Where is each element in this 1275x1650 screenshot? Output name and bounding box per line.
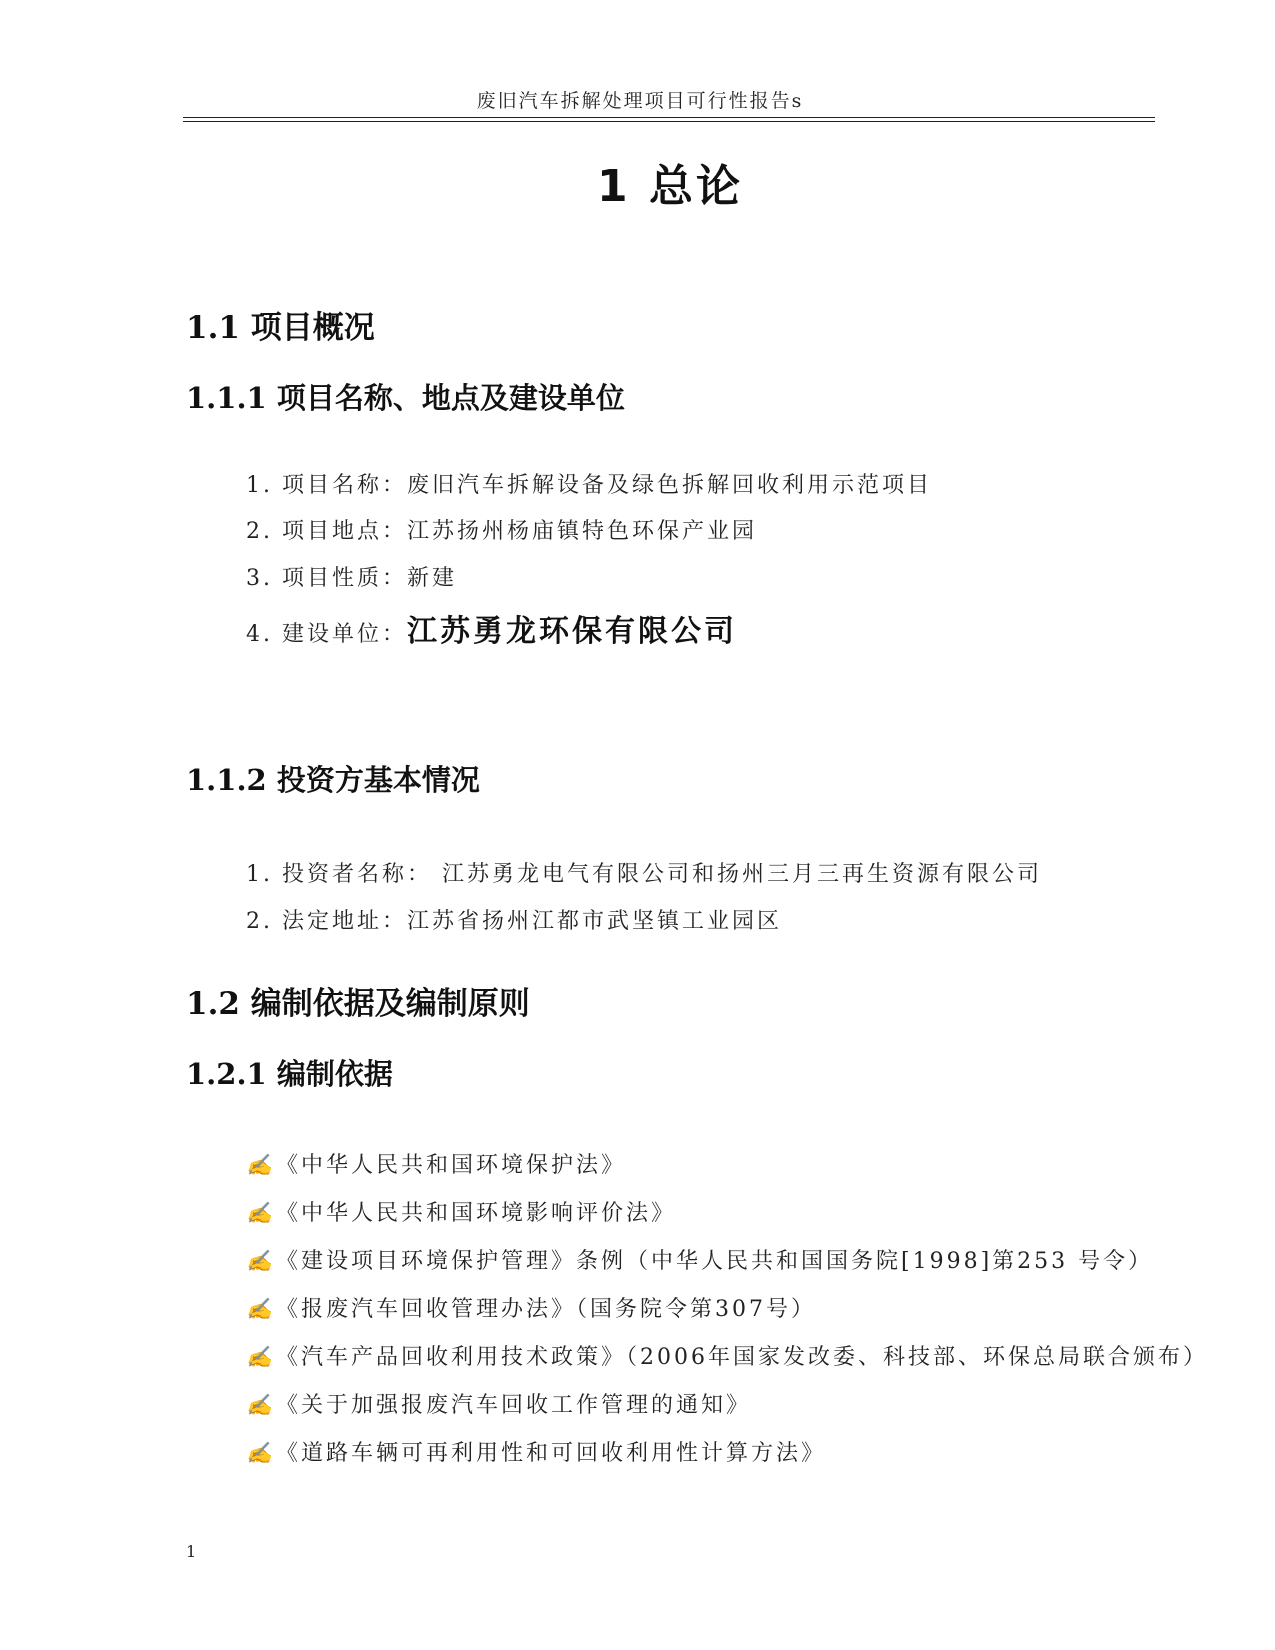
writing-hand-icon: ✍ bbox=[246, 1297, 276, 1321]
writing-hand-icon: ✍ bbox=[246, 1441, 276, 1465]
list-label: 项目名称： bbox=[282, 473, 408, 498]
list-value: 《报废汽车回收管理办法》（国务院令第307号） bbox=[276, 1297, 816, 1322]
list-value: 《建设项目环境保护管理》条例（中华人民共和国国务院[1998]第253 号令） bbox=[276, 1249, 1154, 1274]
list-label: 建设单位： bbox=[282, 622, 408, 647]
running-header: 废旧汽车拆解处理项目可行性报告s bbox=[476, 90, 804, 112]
list-value: 新建 bbox=[407, 566, 458, 591]
writing-hand-icon: ✍ bbox=[246, 1153, 276, 1177]
list-item-legal-address bbox=[246, 904, 782, 935]
section-title-1-1: 1.1 项目概况 bbox=[186, 310, 375, 346]
list-item-basis bbox=[246, 1436, 826, 1467]
list-item-project-name bbox=[246, 468, 932, 499]
list-value: 江苏扬州杨庙镇特色环保产业园 bbox=[407, 519, 758, 544]
list-label: 项目地点： bbox=[282, 519, 408, 544]
list-number: 2. bbox=[246, 909, 273, 934]
list-value: 《关于加强报废汽车回收工作管理的通知》 bbox=[276, 1393, 752, 1418]
list-number: 1. bbox=[246, 862, 273, 887]
writing-hand-icon: ✍ bbox=[246, 1345, 276, 1369]
list-number: 4. bbox=[246, 622, 273, 647]
list-value: 《汽车产品回收利用技术政策》（2006年国家发改委、科技部、环保总局联合颁布） bbox=[276, 1345, 1208, 1370]
list-number: 1. bbox=[246, 473, 273, 498]
writing-hand-icon: ✍ bbox=[246, 1201, 276, 1225]
chapter-title: 1 总论 bbox=[597, 161, 743, 212]
header-rule-thick bbox=[183, 117, 1155, 118]
list-item-basis bbox=[246, 1196, 676, 1227]
list-item-basis bbox=[246, 1148, 626, 1179]
list-label: 项目性质： bbox=[282, 566, 408, 591]
section-title-1-2-1: 1.2.1 编制依据 bbox=[186, 1057, 393, 1091]
list-value: 《中华人民共和国环境保护法》 bbox=[276, 1153, 627, 1178]
list-value: 江苏勇龙电气有限公司和扬州三月三再生资源有限公司 bbox=[432, 862, 1043, 887]
header-rule-thin bbox=[183, 121, 1155, 122]
writing-hand-icon: ✍ bbox=[246, 1393, 276, 1417]
list-item-builder bbox=[246, 606, 737, 650]
list-item-project-location bbox=[246, 514, 757, 545]
page-number: 1 bbox=[186, 1542, 197, 1561]
list-number: 3. bbox=[246, 566, 273, 591]
list-number: 2. bbox=[246, 519, 273, 544]
list-value: 《中华人民共和国环境影响评价法》 bbox=[276, 1201, 677, 1226]
list-value: 《道路车辆可再利用性和可回收利用性计算方法》 bbox=[276, 1441, 827, 1466]
list-item-project-nature bbox=[246, 561, 457, 592]
list-item-basis bbox=[246, 1244, 1153, 1275]
list-label: 投资者名称： bbox=[282, 862, 433, 887]
section-title-1-1-1: 1.1.1 项目名称、地点及建设单位 bbox=[186, 381, 625, 415]
list-value: 废旧汽车拆解设备及绿色拆解回收利用示范项目 bbox=[407, 473, 933, 498]
list-item-basis bbox=[246, 1292, 816, 1323]
writing-hand-icon: ✍ bbox=[246, 1249, 276, 1273]
company-name: 江苏勇龙环保有限公司 bbox=[407, 614, 738, 649]
section-title-1-2: 1.2 编制依据及编制原则 bbox=[186, 986, 530, 1022]
section-title-1-1-2: 1.1.2 投资方基本情况 bbox=[186, 763, 480, 797]
list-item-basis bbox=[246, 1388, 751, 1419]
list-item-basis bbox=[246, 1340, 1208, 1371]
list-item-investor-name bbox=[246, 857, 1042, 888]
list-label: 法定地址： bbox=[282, 909, 408, 934]
list-value: 江苏省扬州江都市武坚镇工业园区 bbox=[407, 909, 783, 934]
